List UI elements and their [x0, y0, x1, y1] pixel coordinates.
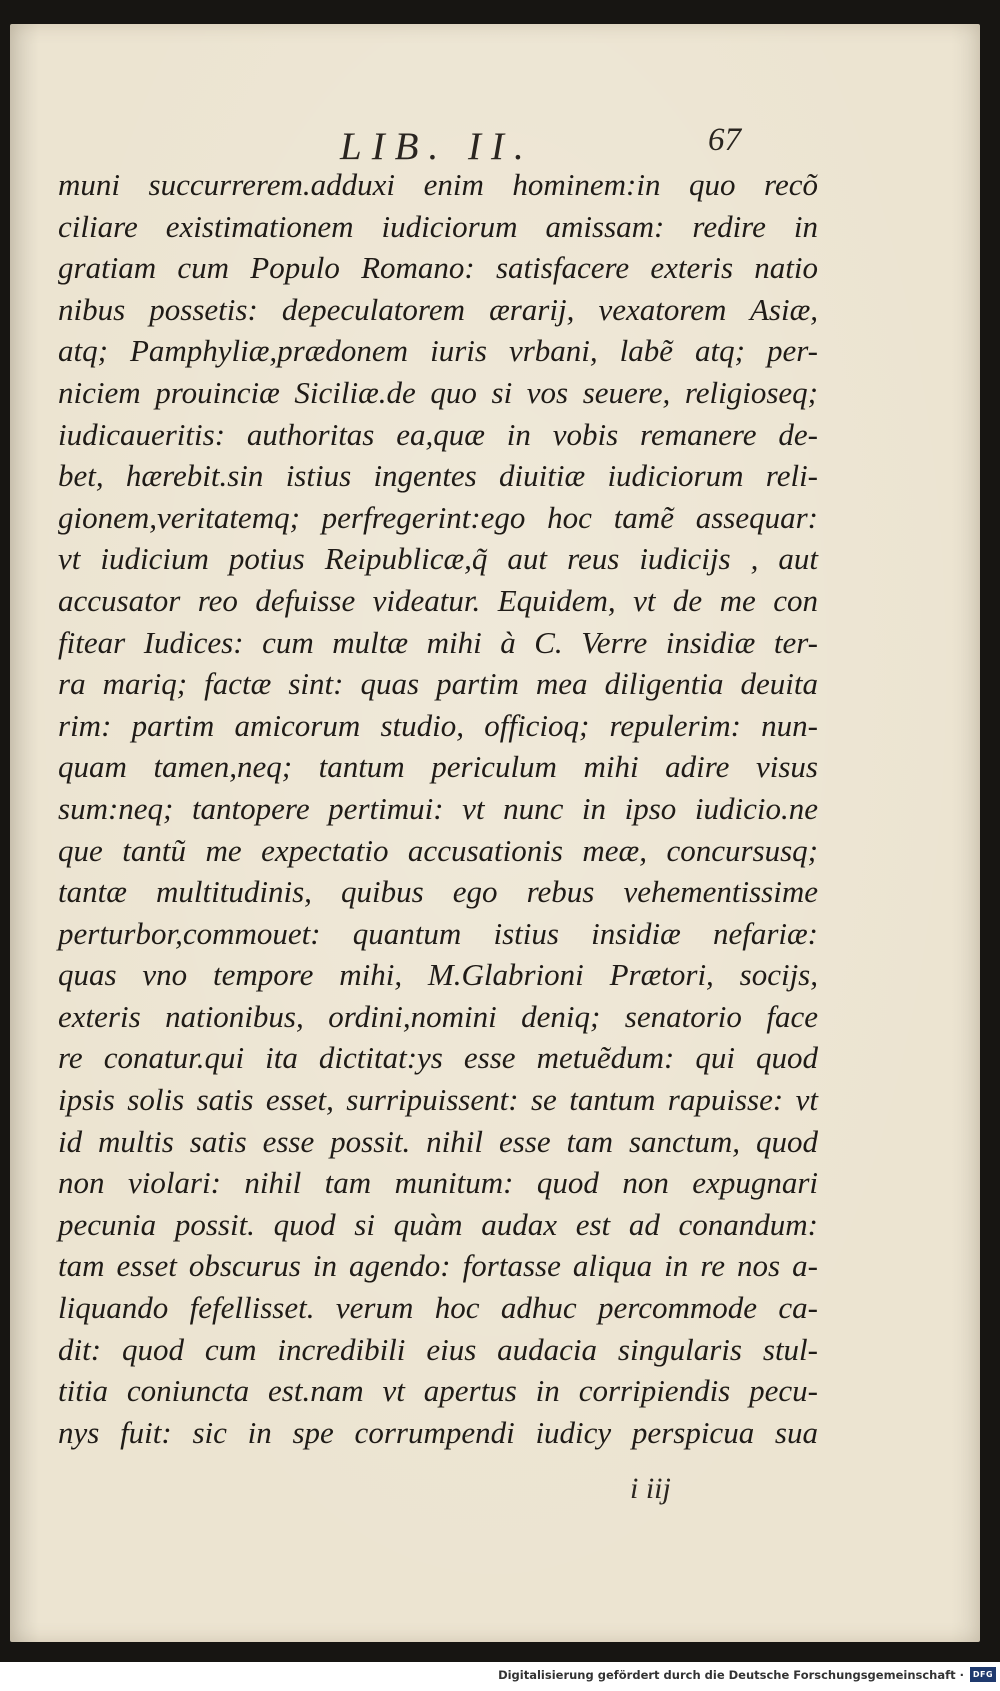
text-line: ipsis solis satis esset, surripuissent: se tantum rapuisse: vt: [58, 1082, 818, 1118]
text-line: niciem prouinciæ Siciliæ.de quo si vos seuere, religioseq;: [58, 374, 818, 410]
text-line: nibus possetis: depeculatorem ærarij, vexatorem Asiæ,: [58, 291, 818, 327]
text-line: muni succurrerem.adduxi enim hominem:in quo recõ: [58, 167, 818, 202]
text-line: re conatur.qui ita dictitat:ys esse metuẽdum: qui quod: [58, 1040, 818, 1076]
dfg-logo: DFG: [970, 1667, 996, 1682]
text-line: iudicaueritis: authoritas ea,quæ in vobis remanere de-: [58, 416, 818, 452]
page-number: 67: [708, 122, 741, 158]
footer-bar: [0, 1662, 1000, 1691]
text-line: rim: partim amicorum studio, officioq; repulerim: nun-: [58, 707, 818, 743]
text-line: gionem,veritatemq; perfregerint:ego hoc tamẽ assequar:: [58, 499, 818, 535]
text-line: fitear Iudices: cum multæ mihi à C. Verre insidiæ ter-: [58, 624, 818, 660]
text-line: atq; Pamphyliæ,prædonem iuris vrbani, labẽ atq; per-: [58, 333, 818, 369]
text-line: exteris nationibus, ordini,nomini deniq; senatorio face: [58, 998, 818, 1034]
text-line: liquando fefellisset. verum hoc adhuc percommode ca-: [58, 1290, 818, 1326]
text-line: nys fuit: sic in spe corrumpendi iudicy perspicua sua: [58, 1414, 818, 1450]
text-line: non violari: nihil tam munitum: quod non expugnari: [58, 1165, 818, 1201]
text-line: quam tamen,neq; tantum periculum mihi adire visus: [58, 749, 818, 785]
text-line: quas vno tempore mihi, M.Glabrioni Prætori, socijs,: [58, 957, 818, 993]
text-line: pecunia possit. quod si quàm audax est ad conandum:: [58, 1206, 818, 1242]
text-line: dit: quod cum incredibili eius audacia singularis stul-: [58, 1331, 818, 1367]
book-page: [10, 24, 980, 1642]
text-line: que tantũ me expectatio accusationis meæ, concursusq;: [58, 832, 818, 868]
signature-mark: i iij: [630, 1472, 671, 1505]
text-line: ra mariq; factæ sint: quas partim mea diligentia deuita: [58, 666, 818, 702]
footer-credit: Digitalisierung gefördert durch die Deutsche Forschungsgemeinschaft ·: [498, 1668, 964, 1682]
text-line: tam esset obscurus in agendo: fortasse aliqua in re nos a-: [58, 1248, 818, 1284]
text-block: [58, 164, 818, 1453]
running-head: LIB. II.: [340, 125, 534, 168]
text-line: ciliare existimationem iudiciorum amissam: redire in: [58, 208, 818, 244]
text-line: gratiam cum Populo Romano: satisfacere exteris natio: [58, 250, 818, 286]
text-line: titia coniuncta est.nam vt apertus in corripiendis pecu-: [58, 1373, 818, 1409]
text-line: perturbor,commouet: quantum istius insidiæ nefariæ:: [58, 915, 818, 951]
text-line: accusator reo defuisse videatur. Equidem, vt de me con: [58, 582, 818, 618]
text-line: id multis satis esse possit. nihil esse tam sanctum, quod: [58, 1123, 818, 1159]
text-line: bet, hærebit.sin istius ingentes diuitiæ iudiciorum reli-: [58, 458, 818, 494]
text-line: vt iudicium potius Reipublicæ,q̃ aut reus iudicijs , aut: [58, 541, 818, 577]
text-line: sum:neq; tantopere pertimui: vt nunc in ipso iudicio.ne: [58, 790, 818, 826]
text-line: tantæ multitudinis, quibus ego rebus vehementissime: [58, 874, 818, 910]
